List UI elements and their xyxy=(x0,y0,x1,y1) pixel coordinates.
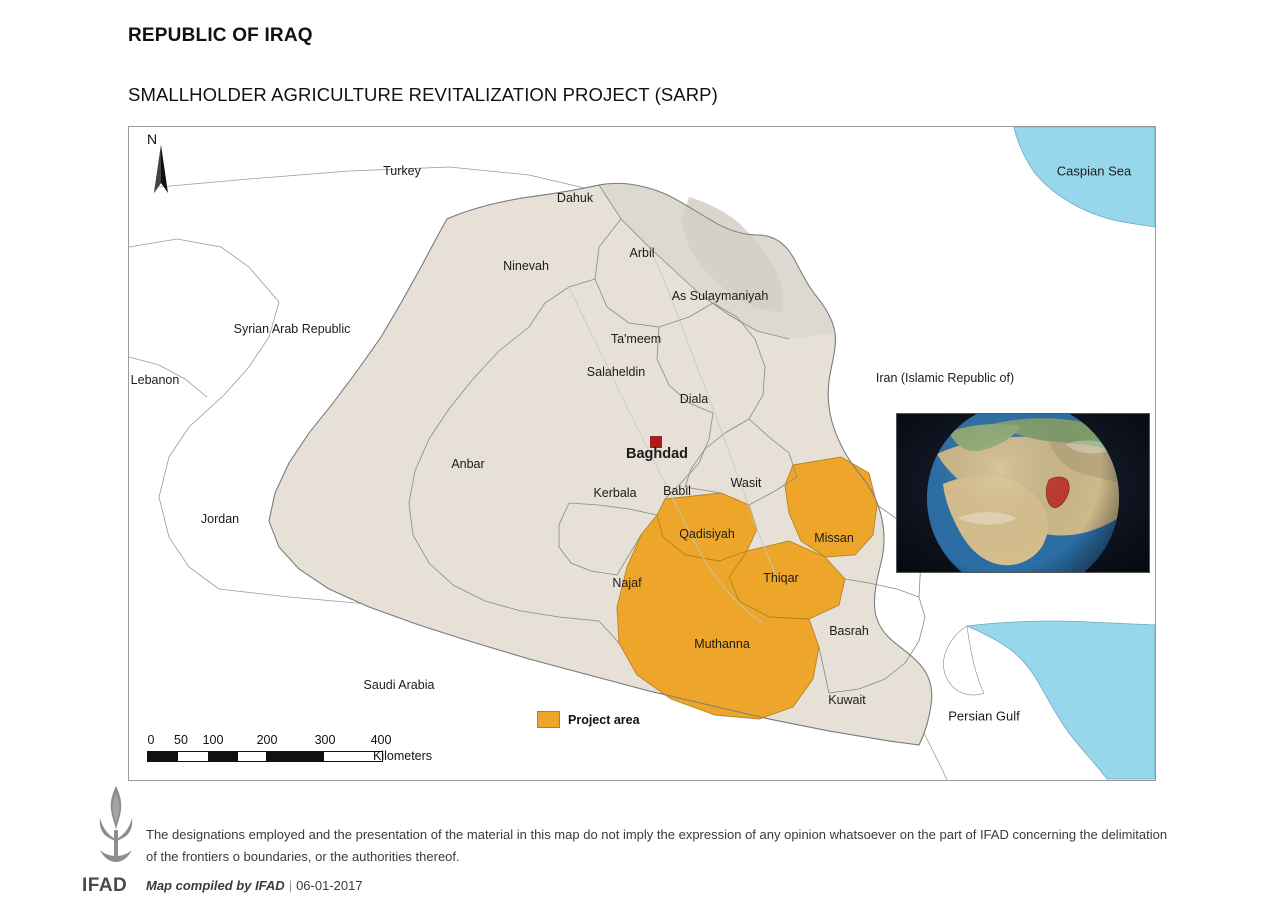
country-label-kuwait: Kuwait xyxy=(828,693,866,707)
governorate-label-ninevah: Ninevah xyxy=(503,259,549,273)
governorate-label-missan: Missan xyxy=(814,531,854,545)
governorate-label-wasit: Wasit xyxy=(730,476,762,490)
country-label-jordan: Jordan xyxy=(200,512,240,526)
country-label-saudi-arabia: Saudi Arabia xyxy=(363,678,435,692)
locator-inset-map xyxy=(896,413,1150,573)
map-credit xyxy=(146,878,363,893)
map-canvas[interactable] xyxy=(128,126,1156,781)
governorate-label-diala: Diala xyxy=(679,392,709,406)
scale-bar xyxy=(147,733,407,762)
credit-compiled-by: Map compiled by IFAD xyxy=(146,878,285,893)
capital-label-baghdad: Baghdad xyxy=(625,446,689,462)
scale-tick-300: 300 xyxy=(314,733,336,747)
governorate-label-basrah: Basrah xyxy=(829,624,869,638)
governorate-label-tameem: Ta'meem xyxy=(610,332,662,346)
governorate-label-babil: Babil xyxy=(663,484,691,498)
country-label-lebanon: Lebanon xyxy=(130,373,180,387)
legend xyxy=(537,711,640,728)
map-disclaimer: The designations employed and the presentation of the material in this map do not imply the expression of any opinion whatsoever on the part of IFAD concerning the delimitation of the frontiers o boundaries, or the authorities thereof. xyxy=(146,827,1168,864)
governorate-label-dahuk: Dahuk xyxy=(556,191,594,205)
country-label-syrian-arab-republic: Syrian Arab Republic xyxy=(233,322,351,336)
scale-tick-0: 0 xyxy=(147,733,155,747)
capital-marker-icon xyxy=(650,436,662,448)
credit-date: 06-01-2017 xyxy=(296,878,363,893)
governorate-label-najaf: Najaf xyxy=(612,576,642,590)
water-label-persian-gulf: Persian Gulf xyxy=(948,708,1020,724)
scale-tick-50: 50 xyxy=(174,733,188,747)
scale-tick-200: 200 xyxy=(256,733,278,747)
governorate-label-as-sulaymaniyah: As Sulaymaniyah xyxy=(671,289,769,303)
governorate-label-salaheldin: Salaheldin xyxy=(586,365,646,379)
ifad-logo-wordmark: IFAD xyxy=(82,875,128,896)
legend-swatch-project-area xyxy=(537,711,560,728)
governorate-label-anbar: Anbar xyxy=(451,457,485,471)
country-label-iran: Iran (Islamic Republic of) xyxy=(875,371,1015,385)
project-title: SMALLHOLDER AGRICULTURE REVITALIZATION PROJECT (SARP) xyxy=(128,84,718,105)
credit-separator: | xyxy=(288,878,293,893)
governorate-label-muthanna: Muthanna xyxy=(694,637,750,651)
country-label-turkey: Turkey xyxy=(383,164,421,178)
governorate-label-arbil: Arbil xyxy=(629,246,655,260)
water-label-caspian-sea: Caspian Sea xyxy=(1056,163,1132,179)
country-title: REPUBLIC OF IRAQ xyxy=(128,25,313,46)
governorate-label-kerbala: Kerbala xyxy=(593,486,637,500)
scale-tick-100: 100 xyxy=(202,733,224,747)
governorate-label-qadisiyah: Qadisiyah xyxy=(679,527,735,541)
ifad-logo-icon xyxy=(86,784,146,864)
legend-label-project-area: Project area xyxy=(568,712,640,727)
governorate-label-thiqar: Thiqar xyxy=(763,571,799,585)
north-label: N xyxy=(147,131,158,147)
scale-tick-400: 400 xyxy=(370,733,392,747)
scale-unit-label: Kilometers xyxy=(373,749,433,763)
